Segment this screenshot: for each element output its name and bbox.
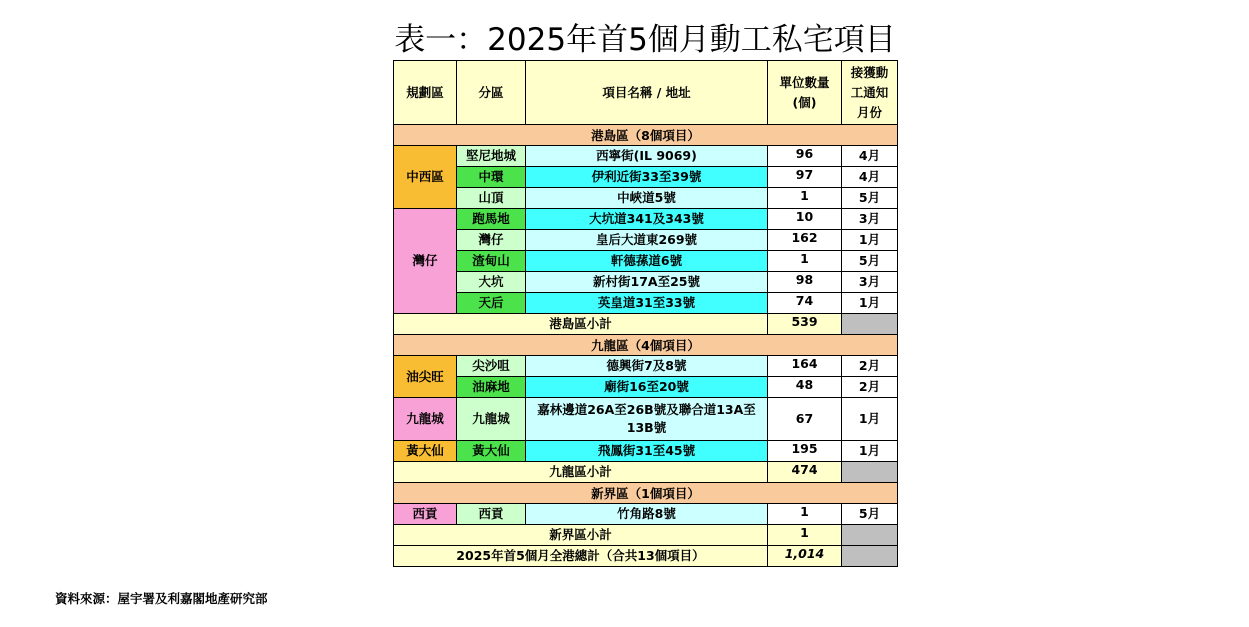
- month-cell: 5月: [842, 251, 898, 272]
- month-cell: 1月: [842, 293, 898, 314]
- zone-cell: 黃大仙: [394, 441, 457, 462]
- project-cell: 英皇道31至33號: [526, 293, 768, 314]
- header-month: 接獲動 工通知 月份: [842, 61, 898, 125]
- project-cell: 西寧街(IL 9069): [526, 146, 768, 167]
- table-row: [394, 504, 898, 525]
- total-value: 1,014: [768, 546, 842, 567]
- units-cell: 195: [768, 441, 842, 462]
- district-cell: 尖沙咀: [457, 356, 526, 377]
- subtotal-value: 1: [768, 525, 842, 546]
- zone-cell: 九龍城: [394, 398, 457, 441]
- table-row: [394, 398, 898, 441]
- table-row: [394, 251, 898, 272]
- subtotal-row: [394, 462, 898, 483]
- table-row: [394, 167, 898, 188]
- header-project: 項目名稱 / 地址: [526, 61, 768, 125]
- units-cell: 162: [768, 230, 842, 251]
- month-cell: 1月: [842, 230, 898, 251]
- month-cell: 1月: [842, 441, 898, 462]
- district-cell: 跑馬地: [457, 209, 526, 230]
- units-cell: 96: [768, 146, 842, 167]
- zone-cell: 西貢: [394, 504, 457, 525]
- units-cell: 74: [768, 293, 842, 314]
- header-planning-zone: 規劃區: [394, 61, 457, 125]
- units-cell: 48: [768, 377, 842, 398]
- district-cell: 山頂: [457, 188, 526, 209]
- project-cell: 飛鳳街31至45號: [526, 441, 768, 462]
- private-housing-table: [393, 60, 898, 567]
- section-label: 九龍區（4個項目）: [394, 335, 898, 356]
- district-cell: 黃大仙: [457, 441, 526, 462]
- district-cell: 天后: [457, 293, 526, 314]
- subtotal-blank: [842, 462, 898, 483]
- subtotal-label: 港島區小計: [394, 314, 768, 335]
- district-cell: 大坑: [457, 272, 526, 293]
- project-cell: 軒德蓀道6號: [526, 251, 768, 272]
- table-row: [394, 441, 898, 462]
- table-row: [394, 146, 898, 167]
- month-cell: 3月: [842, 209, 898, 230]
- project-cell: 中峽道5號: [526, 188, 768, 209]
- units-cell: 1: [768, 188, 842, 209]
- subtotal-value: 539: [768, 314, 842, 335]
- district-cell: 中環: [457, 167, 526, 188]
- total-blank: [842, 546, 898, 567]
- month-cell: 3月: [842, 272, 898, 293]
- district-cell: 油麻地: [457, 377, 526, 398]
- units-cell: 67: [768, 398, 842, 441]
- district-cell: 灣仔: [457, 230, 526, 251]
- source-note: 資料來源：屋宇署及利嘉閣地產研究部: [55, 591, 268, 606]
- header-units: 單位數量 (個): [768, 61, 842, 125]
- subtotal-label: 九龍區小計: [394, 462, 768, 483]
- total-label: 2025年首5個月全港總計（合共13個項目）: [394, 546, 768, 567]
- month-cell: 2月: [842, 377, 898, 398]
- project-cell: 新村街17A至25號: [526, 272, 768, 293]
- district-cell: 九龍城: [457, 398, 526, 441]
- month-cell: 4月: [842, 167, 898, 188]
- project-cell: 廟街16至20號: [526, 377, 768, 398]
- units-cell: 10: [768, 209, 842, 230]
- subtotal-value: 474: [768, 462, 842, 483]
- table-row: [394, 377, 898, 398]
- total-row: [394, 546, 898, 567]
- project-cell: 皇后大道東269號: [526, 230, 768, 251]
- table-row: [394, 356, 898, 377]
- month-cell: 5月: [842, 188, 898, 209]
- month-cell: 1月: [842, 398, 898, 441]
- units-cell: 164: [768, 356, 842, 377]
- month-cell: 2月: [842, 356, 898, 377]
- table-row: [394, 293, 898, 314]
- table-row: [394, 230, 898, 251]
- header-district: 分區: [457, 61, 526, 125]
- section-header-nt: [394, 483, 898, 504]
- section-label: 港島區（8個項目）: [394, 125, 898, 146]
- table-row: [394, 272, 898, 293]
- header-row: [394, 61, 898, 125]
- section-header-kowloon: [394, 335, 898, 356]
- district-cell: 渣甸山: [457, 251, 526, 272]
- subtotal-blank: [842, 525, 898, 546]
- section-label: 新界區（1個項目）: [394, 483, 898, 504]
- units-cell: 1: [768, 251, 842, 272]
- district-cell: 西貢: [457, 504, 526, 525]
- subtotal-label: 新界區小計: [394, 525, 768, 546]
- units-cell: 1: [768, 504, 842, 525]
- district-cell: 堅尼地城: [457, 146, 526, 167]
- month-cell: 4月: [842, 146, 898, 167]
- project-cell: 嘉林邊道26A至26B號及聯合道13A至13B號: [526, 398, 768, 441]
- month-cell: 5月: [842, 504, 898, 525]
- project-cell: 德興街7及8號: [526, 356, 768, 377]
- zone-cell: 灣仔: [394, 209, 457, 314]
- table-row: [394, 209, 898, 230]
- zone-cell: 中西區: [394, 146, 457, 209]
- table-row: [394, 188, 898, 209]
- project-cell: 伊利近街33至39號: [526, 167, 768, 188]
- subtotal-row: [394, 314, 898, 335]
- table-title: 表一：2025年首5個月動工私宅項目: [394, 22, 896, 58]
- subtotal-blank: [842, 314, 898, 335]
- project-cell: 竹角路8號: [526, 504, 768, 525]
- section-header-hk: [394, 125, 898, 146]
- units-cell: 97: [768, 167, 842, 188]
- project-cell: 大坑道341及343號: [526, 209, 768, 230]
- subtotal-row: [394, 525, 898, 546]
- zone-cell: 油尖旺: [394, 356, 457, 398]
- units-cell: 98: [768, 272, 842, 293]
